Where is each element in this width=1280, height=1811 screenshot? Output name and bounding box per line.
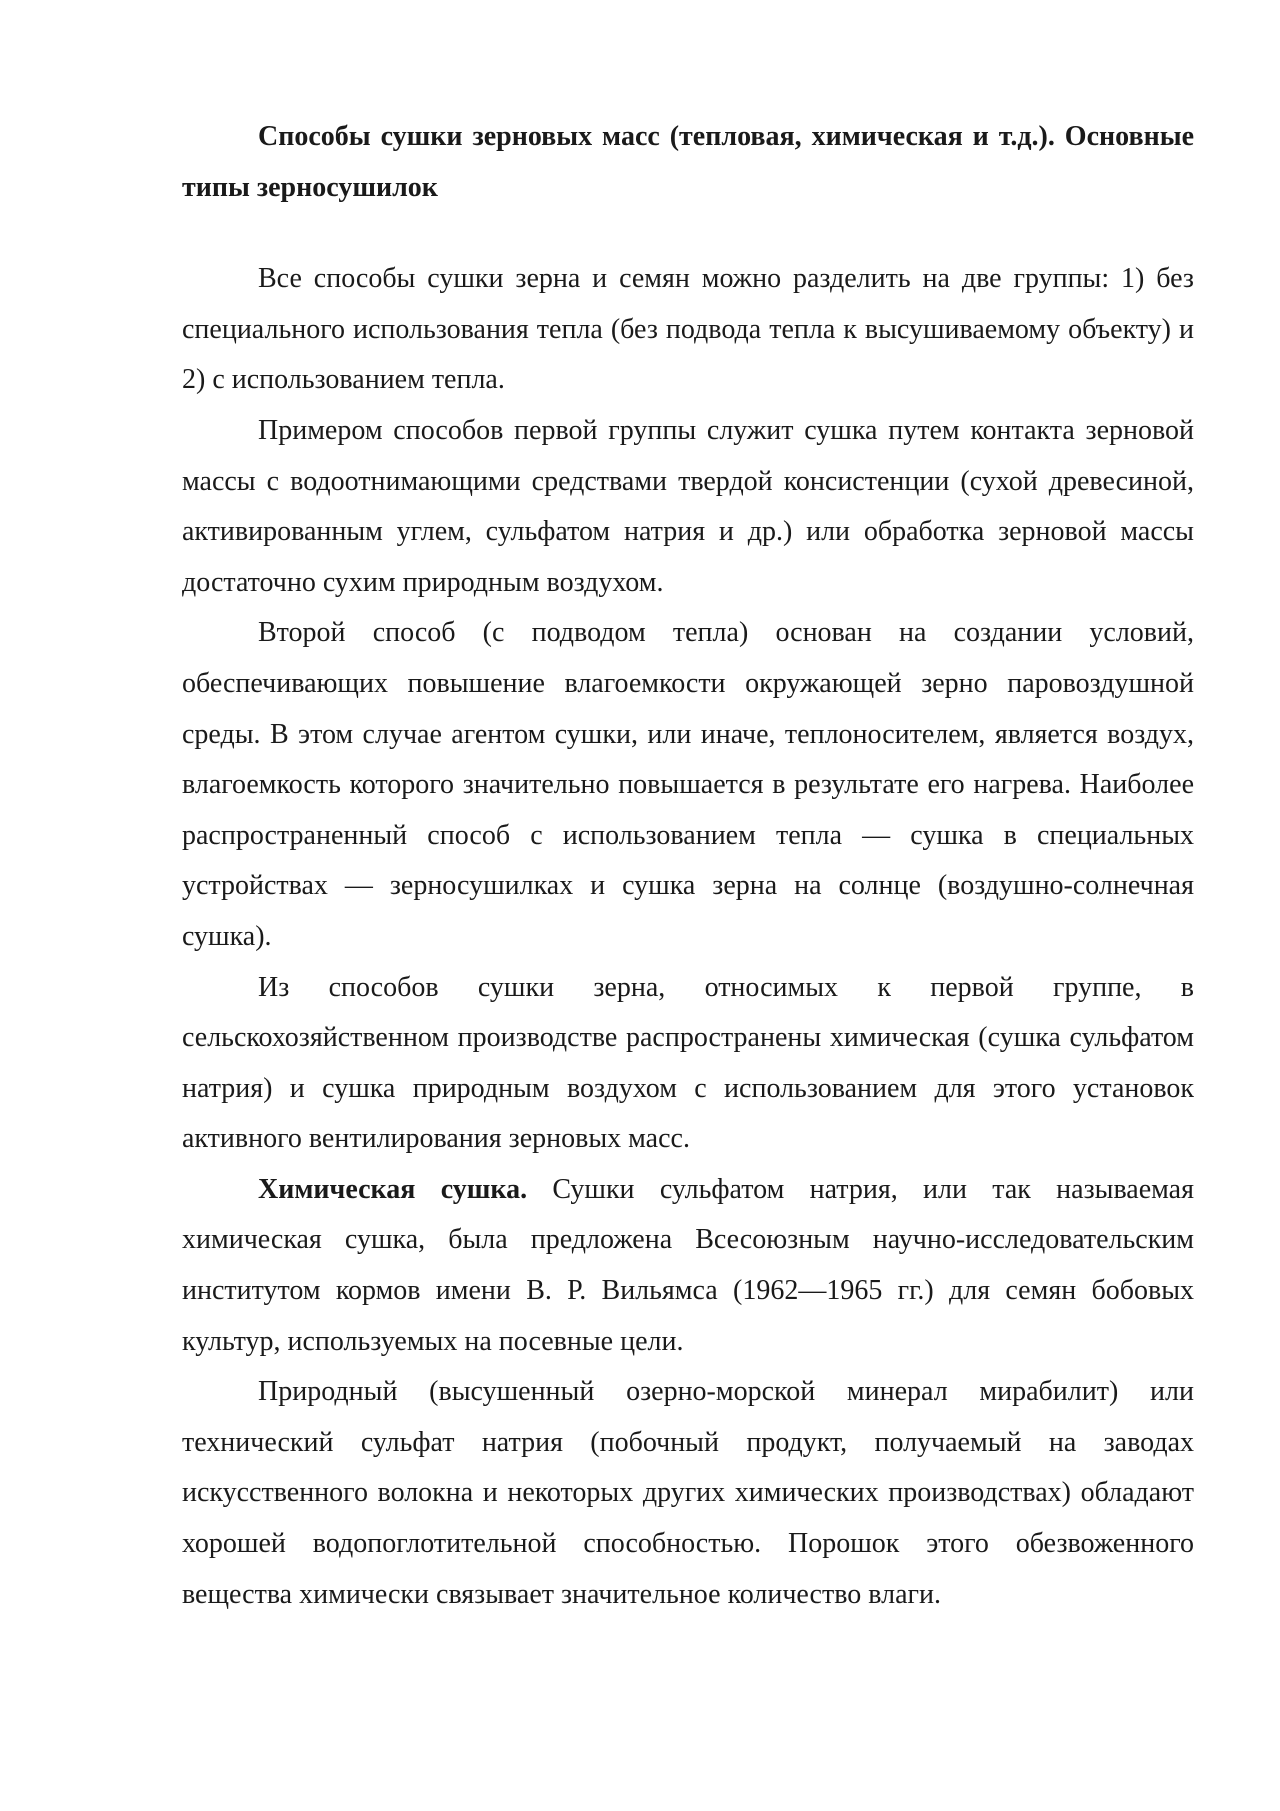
paragraph-4 bbox=[182, 963, 1194, 1165]
paragraph-4-text: Из способов сушки зерна, относимых к первой группе, в сельскохозяйственном производстве распространены химическая (сушка сульфатом натрия) и сушка природным воздухом с использованием для этого установок активного вентилирования зерновых масс. bbox=[182, 971, 1194, 1155]
paragraph-1-text: Все способы сушки зерна и семян можно разделить на две группы: 1) без специального использования тепла (без подвода тепла к высушиваемому объекту) и 2) с использованием тепла. bbox=[182, 263, 1194, 396]
paragraph-6 bbox=[182, 1367, 1194, 1620]
paragraph-3 bbox=[182, 608, 1194, 962]
paragraph-1 bbox=[182, 254, 1194, 406]
document-title: Способы сушки зерновых масс (тепловая, химическая и т.д.). Основные типы зерносушилок bbox=[182, 121, 1194, 203]
paragraph-2 bbox=[182, 406, 1194, 608]
document-page bbox=[182, 112, 1194, 1620]
paragraph-2-text: Примером способов первой группы служит сушка путем контакта зерновой массы с водоотнимающими средствами твердой консистенции (сухой древесиной, активированным углем, сульфатом натрия и др.) или обработка зерновой массы достаточно сухим природным воздухом. bbox=[182, 414, 1194, 598]
paragraph-5 bbox=[182, 1165, 1194, 1367]
paragraph-3-text: Второй способ (с подводом тепла) основан на создании условий, обеспечивающих повышение влагоемкости окружающей зерно паровоздушной среды. В этом случае агентом сушки, или иначе, теплоносителем, является воздух, влагоемкость которого значительно повышается в результате его нагрева. Наиболее распространенный способ с использованием тепла — сушка в специальных устройствах — зерносушилках и сушка зерна на солнце (воздушно-солнечная сушка). bbox=[182, 617, 1194, 952]
paragraph-5-text: Сушки сульфатом натрия, или так называемая химическая сушка, была предложена Всесоюзным научно-исследовательским институтом кормов имени В. Р. Вильямса (1962—1965 гг.) для семян бобовых культур, используемых на посевные цели. bbox=[182, 1173, 1194, 1357]
paragraph-5-lead: Химическая сушка. bbox=[258, 1173, 528, 1205]
paragraph-6-text: Природный (высушенный озерно-морской минерал мирабилит) или технический сульфат натрия (побочный продукт, получаемый на заводах искусственного волокна и некоторых других химических производствах) обладают хорошей водопоглотительной способностью. Порошок этого обезвоженного вещества химически связывает значительное количество влаги. bbox=[182, 1376, 1194, 1610]
